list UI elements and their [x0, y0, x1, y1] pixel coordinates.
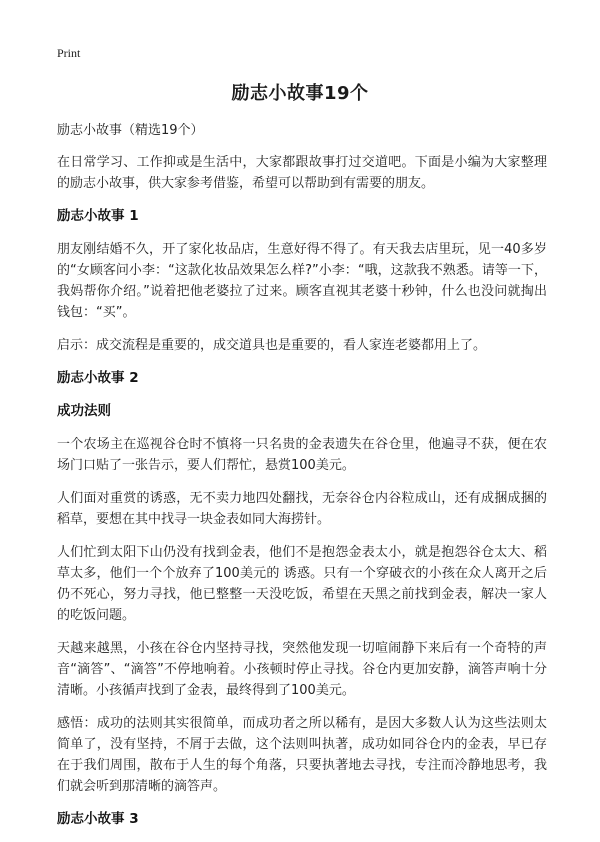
story2-subheading: 成功法则: [57, 403, 111, 419]
story2-paragraph-5: 感悟：成功的法则其实很简单，而成功者之所以稀有，是因大多数人认为这些法则太简单了，没有坚持，不屑于去做，这个法则叫执著，成功如同谷仓内的金表，早已存在于我们周围，散布于人生的每个角落，只要执著地去寻找，专注而冷静地思考，我们就会听到那清晰的滴答声。: [57, 716, 547, 794]
story2-paragraph-3: 人们忙到太阳下山仍没有找到金表，他们不是抱怨金表太小，就是抱怨谷仓太大、稻草太多，他们一个个放弃了100美元的 诱惑。只有一个穿破衣的小孩在众人离开之后仍不死心，努力寻找，他已整整一天没吃饭，希望在天黑之前找到金表，解决一家人的吃饭问题。: [57, 545, 547, 623]
story2-heading: 励志小故事 2: [57, 370, 139, 386]
story3-heading: 励志小故事 3: [57, 811, 139, 827]
article-subtitle: 励志小故事（精选19个）: [57, 123, 204, 138]
story1-paragraph-2: 启示：成交流程是重要的，成交道具也是重要的，看人家连老婆都用上了。: [57, 338, 487, 353]
story2-paragraph-4: 天越来越黑，小孩在谷仓内坚持寻找，突然他发现一切喧闹静下来后有一个奇特的声音“滴答”、“滴答”不停地响着。小孩顿时停止寻找。谷仓内更加安静，滴答声响十分清晰。小孩循声找到了金表，最终得到了100美元。: [57, 641, 547, 698]
print-link[interactable]: Print: [57, 46, 81, 60]
page-title: 励志小故事19个: [231, 83, 369, 104]
story1-heading: 励志小故事 1: [57, 208, 139, 224]
article-body: [57, 120, 547, 842]
story1-paragraph-1: 朋友刚结婚不久，开了家化妆品店，生意好得不得了。有天我去店里玩，见一40多岁的“女顾客问小李：“这款化妆品效果怎么样?”小李：“哦，这款我不熟悉。请等一下，我妈帮你介绍。”说着把他老婆拉了过来。顾客直视其老婆十秒钟，什么也没问就掏出钱包：“买”。: [57, 242, 547, 320]
story2-paragraph-2: 人们面对重赏的诱惑，无不卖力地四处翻找，无奈谷仓内谷粒成山，还有成捆成捆的稻草，要想在其中找寻一块金表如同大海捞针。: [57, 491, 547, 527]
intro-paragraph: 在日常学习、工作抑或是生活中，大家都跟故事打过交道吧。下面是小编为大家整理的励志小故事，供大家参考借鉴，希望可以帮助到有需要的朋友。: [57, 155, 547, 191]
story2-paragraph-1: 一个农场主在巡视谷仓时不慎将一只名贵的金表遗失在谷仓里，他遍寻不获，便在农场门口贴了一张告示，要人们帮忙，悬赏100美元。: [57, 437, 547, 473]
